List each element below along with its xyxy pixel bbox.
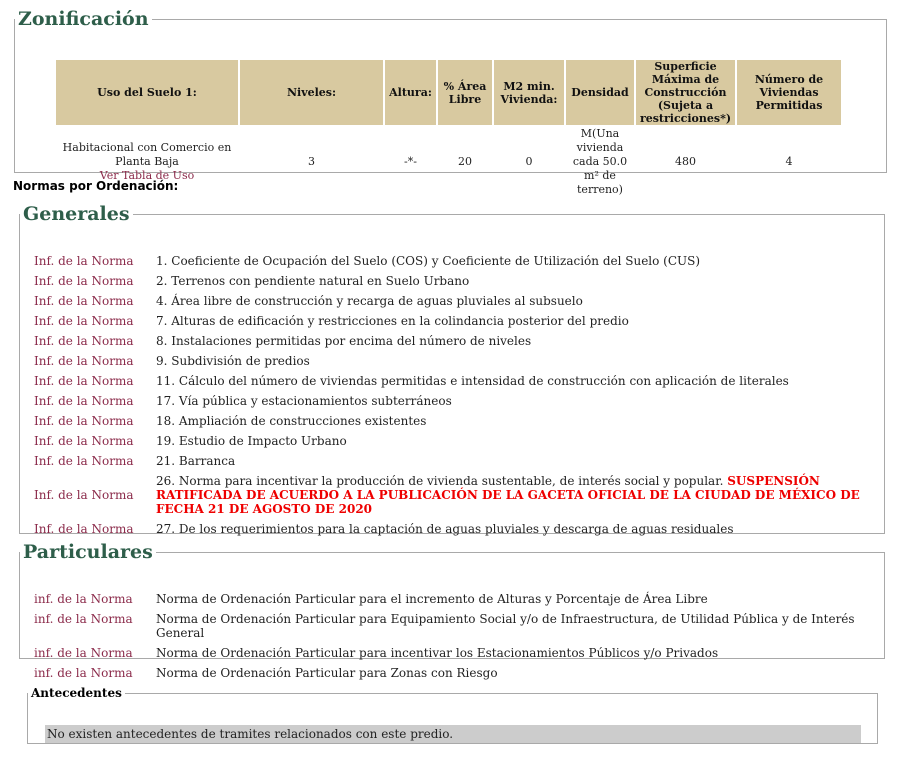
- norma-text-block: [156, 474, 874, 516]
- list-item: [34, 589, 874, 609]
- norma-info-link[interactable]: Inf. de la Norma: [34, 522, 134, 536]
- norma-info-link[interactable]: Inf. de la Norma: [34, 488, 134, 502]
- list-item: [34, 643, 874, 663]
- antecedentes-section: [27, 686, 878, 744]
- norma-text: 27. De los requerimientos para la captación de aguas pluviales y descarga de aguas residuales: [156, 522, 734, 536]
- list-item: [34, 431, 874, 451]
- antecedentes-message: No existen antecedentes de tramites relacionados con este predio.: [45, 725, 861, 743]
- list-item: [34, 609, 874, 643]
- list-item: [34, 471, 874, 519]
- cell-area-libre: 20: [458, 155, 472, 168]
- norma-info-link[interactable]: Inf. de la Norma: [34, 434, 134, 448]
- list-item: [34, 451, 874, 471]
- header-superficie: Superficie Máxima de Construcción (Sujeta a restricciones*): [636, 60, 735, 125]
- particulares-section: [19, 541, 885, 680]
- cell-altura: -*-: [404, 155, 417, 168]
- ver-tabla-de-uso-link[interactable]: Ver Tabla de Uso: [99, 169, 195, 182]
- generales-list: [34, 251, 874, 539]
- list-item: [34, 391, 874, 411]
- zonificacion-legend: Zonificación: [18, 8, 149, 30]
- generales-section: [19, 203, 885, 534]
- list-item: [34, 251, 874, 271]
- norma-info-link[interactable]: inf. de la Norma: [34, 646, 133, 660]
- zonificacion-table: [54, 58, 843, 199]
- cell-densidad: M(Una vivienda cada 50.0 m² de terreno): [572, 127, 628, 196]
- suspension-notice: SUSPENSIÓN RATIFICADA DE ACUERDO A LA PUBLICACIÓN DE LA GACETA OFICIAL DE LA CIUDAD DE MÉXICO DE FECHA 21 DE AGOSTO DE 2020: [156, 474, 860, 516]
- list-item: [34, 663, 874, 683]
- cell-viviendas: 4: [785, 155, 793, 168]
- header-niveles: Niveles:: [240, 60, 383, 125]
- norma-text: 11. Cálculo del número de viviendas permitidas e intensidad de construcción con aplicación de literales: [156, 374, 789, 388]
- cell-superficie: 480: [675, 155, 696, 168]
- list-item: [34, 271, 874, 291]
- norma-info-link[interactable]: inf. de la Norma: [34, 666, 133, 680]
- norma-text: Norma de Ordenación Particular para Zonas con Riesgo: [156, 666, 498, 680]
- list-item: [34, 351, 874, 371]
- header-area-libre: % Área Libre: [438, 60, 492, 125]
- antecedentes-legend: Antecedentes: [31, 686, 122, 700]
- norma-text: 19. Estudio de Impacto Urbano: [156, 434, 347, 448]
- list-item: [34, 311, 874, 331]
- norma-info-link[interactable]: Inf. de la Norma: [34, 314, 134, 328]
- norma-info-link[interactable]: Inf. de la Norma: [34, 354, 134, 368]
- norma-text: Norma de Ordenación Particular para incentivar los Estacionamientos Públicos y/o Privados: [156, 646, 719, 660]
- norma-text: 17. Vía pública y estacionamientos subterráneos: [156, 394, 452, 408]
- norma-info-link[interactable]: Inf. de la Norma: [34, 274, 134, 288]
- norma-info-link[interactable]: inf. de la Norma: [34, 592, 133, 606]
- norma-info-link[interactable]: Inf. de la Norma: [34, 394, 134, 408]
- header-uso: Uso del Suelo 1:: [56, 60, 238, 125]
- header-m2-min: M2 min. Vivienda:: [494, 60, 564, 125]
- uso-value: Habitacional con Comercio en Planta Baja: [62, 141, 232, 168]
- cell-m2-min: 0: [525, 155, 533, 168]
- list-item: [34, 519, 874, 539]
- normas-por-ordenacion-label: Normas por Ordenación:: [13, 179, 179, 193]
- norma-info-link[interactable]: Inf. de la Norma: [34, 334, 134, 348]
- norma-info-link[interactable]: Inf. de la Norma: [34, 294, 134, 308]
- table-header-row: [56, 60, 841, 125]
- norma-text: Norma de Ordenación Particular para Equipamiento Social y/o de Infraestructura, de Utilidad Pública y de Interés General: [156, 612, 855, 640]
- particulares-legend: Particulares: [23, 541, 153, 563]
- particulares-list: [34, 589, 874, 683]
- norma-info-link[interactable]: inf. de la Norma: [34, 612, 133, 626]
- norma-info-link[interactable]: Inf. de la Norma: [34, 254, 134, 268]
- norma-text: 21. Barranca: [156, 454, 236, 468]
- norma-info-link[interactable]: Inf. de la Norma: [34, 374, 134, 388]
- norma-text: 8. Instalaciones permitidas por encima del número de niveles: [156, 334, 532, 348]
- list-item: [34, 331, 874, 351]
- norma-text: 4. Área libre de construcción y recarga de aguas pluviales al subsuelo: [156, 294, 583, 308]
- norma-text: 26. Norma para incentivar la producción de vivienda sustentable, de interés social y popular.: [156, 474, 724, 488]
- list-item: [34, 371, 874, 391]
- norma-text: Norma de Ordenación Particular para el incremento de Alturas y Porcentaje de Área Libre: [156, 592, 708, 606]
- norma-text: 9. Subdivisión de predios: [156, 354, 310, 368]
- header-densidad: Densidad: [566, 60, 634, 125]
- generales-legend: Generales: [23, 203, 130, 225]
- norma-text: 18. Ampliación de construcciones existentes: [156, 414, 427, 428]
- norma-text: 2. Terrenos con pendiente natural en Suelo Urbano: [156, 274, 470, 288]
- norma-info-link[interactable]: Inf. de la Norma: [34, 454, 134, 468]
- cell-niveles: 3: [308, 155, 315, 168]
- norma-text: 1. Coeficiente de Ocupación del Suelo (COS) y Coeficiente de Utilización del Suelo (CUS): [156, 254, 701, 268]
- norma-info-link[interactable]: Inf. de la Norma: [34, 414, 134, 428]
- header-viviendas: Número de Viviendas Permitidas: [737, 60, 841, 125]
- list-item: [34, 291, 874, 311]
- norma-text: 7. Alturas de edificación y restricciones en la colindancia posterior del predio: [156, 314, 629, 328]
- list-item: [34, 411, 874, 431]
- header-altura: Altura:: [385, 60, 436, 125]
